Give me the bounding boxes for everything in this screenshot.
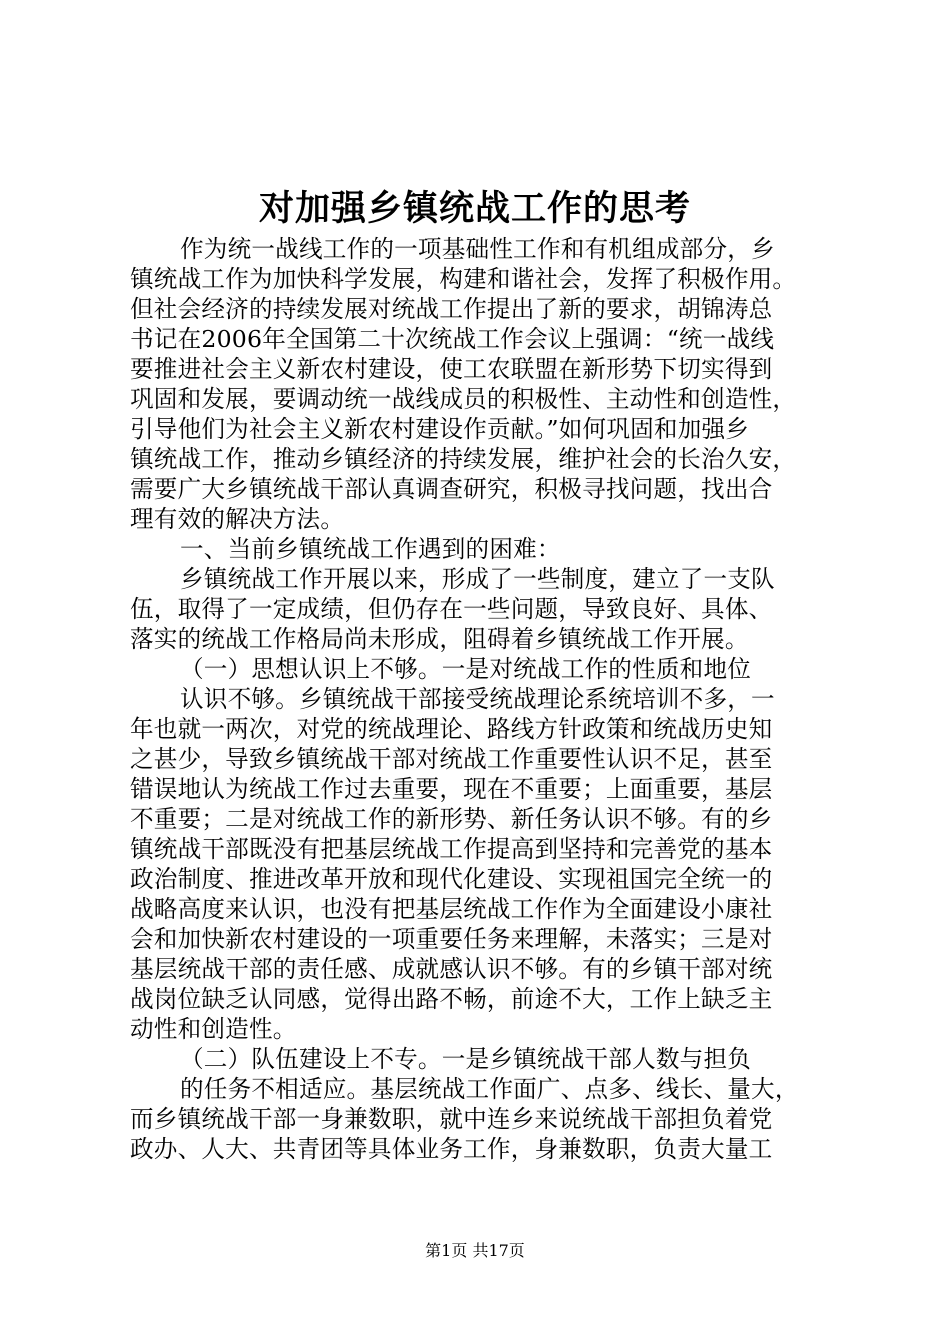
- text-line: 一、当前乡镇统战工作遇到的困难：: [180, 535, 561, 563]
- text-line: 需要广大乡镇统战干部认真调查研究，积极寻找问题，找出合: [130, 475, 773, 503]
- text-line: 会和加快新农村建设的一项重要任务来理解，未落实；三是对: [130, 925, 773, 953]
- text-line: 巩固和发展，要调动统一战线成员的积极性、主动性和创造性，: [130, 385, 797, 413]
- text-line: 伍，取得了一定成绩，但仍存在一些问题，导致良好、具体、: [130, 595, 773, 623]
- text-line: 乡镇统战工作开展以来，形成了一些制度，建立了一支队: [180, 565, 775, 593]
- text-line: 引导他们为社会主义新农村建设作贡献。”如何巩固和加强乡: [130, 415, 750, 443]
- text-line: 要推进社会主义新农村建设，使工农联盟在新形势下切实得到: [130, 355, 773, 383]
- text-line: （一）思想认识上不够。一是对统战工作的性质和地位: [180, 655, 752, 683]
- text-line: 动性和创造性。: [130, 1015, 297, 1043]
- text-line: 政治制度、推进改革开放和现代化建设、实现祖国完全统一的: [130, 865, 773, 893]
- text-line: 理有效的解决方法。: [130, 505, 345, 533]
- text-line: 错误地认为统战工作过去重要，现在不重要；上面重要，基层: [130, 775, 773, 803]
- text-line: 镇统战工作，推动乡镇经济的持续发展，维护社会的长治久安，: [130, 445, 797, 473]
- text-line: 不重要；二是对统战工作的新形势、新任务认识不够。有的乡: [130, 805, 773, 833]
- document-body: [130, 234, 850, 1164]
- text-line: （二）队伍建设上不专。一是乡镇统战干部人数与担负: [180, 1045, 752, 1073]
- text-line: 之甚少，导致乡镇统战干部对统战工作重要性认识不足，甚至: [130, 745, 773, 773]
- text-line: 落实的统战工作格局尚未形成，阻碍着乡镇统战工作开展。: [130, 625, 749, 653]
- text-line: 政办、人大、共青团等具体业务工作，身兼数职，负责大量工: [130, 1135, 773, 1163]
- document-title: 对加强乡镇统战工作的思考: [258, 188, 691, 229]
- text-line: 但社会经济的持续发展对统战工作提出了新的要求，胡锦涛总: [130, 295, 773, 323]
- text-line: 书记在2006年全国第二十次统战工作会议上强调：“统一战线: [130, 325, 775, 353]
- text-line: 而乡镇统战干部一身兼数职，就中连乡来说统战干部担负着党: [130, 1105, 773, 1133]
- text-line: 年也就一两次，对党的统战理论、路线方针政策和统战历史知: [130, 715, 773, 743]
- text-line: 的任务不相适应。基层统战工作面广、点多、线长、量大，: [180, 1075, 799, 1103]
- text-line: 作为统一战线工作的一项基础性工作和有机组成部分，乡: [180, 235, 775, 263]
- text-line: 基层统战干部的责任感、成就感认识不够。有的乡镇干部对统: [130, 955, 773, 983]
- page-footer: 第1页 共17页: [425, 1241, 525, 1260]
- text-line: 战略高度来认识，也没有把基层统战工作作为全面建设小康社: [130, 895, 773, 923]
- text-line: 镇统战干部既没有把基层统战工作提高到坚持和完善党的基本: [130, 835, 773, 863]
- text-line: 战岗位缺乏认同感，觉得出路不畅，前途不大，工作上缺乏主: [130, 985, 773, 1013]
- text-line: 镇统战工作为加快科学发展，构建和谐社会，发挥了积极作用。: [130, 265, 797, 293]
- text-line: 认识不够。乡镇统战干部接受统战理论系统培训不多，一: [180, 685, 775, 713]
